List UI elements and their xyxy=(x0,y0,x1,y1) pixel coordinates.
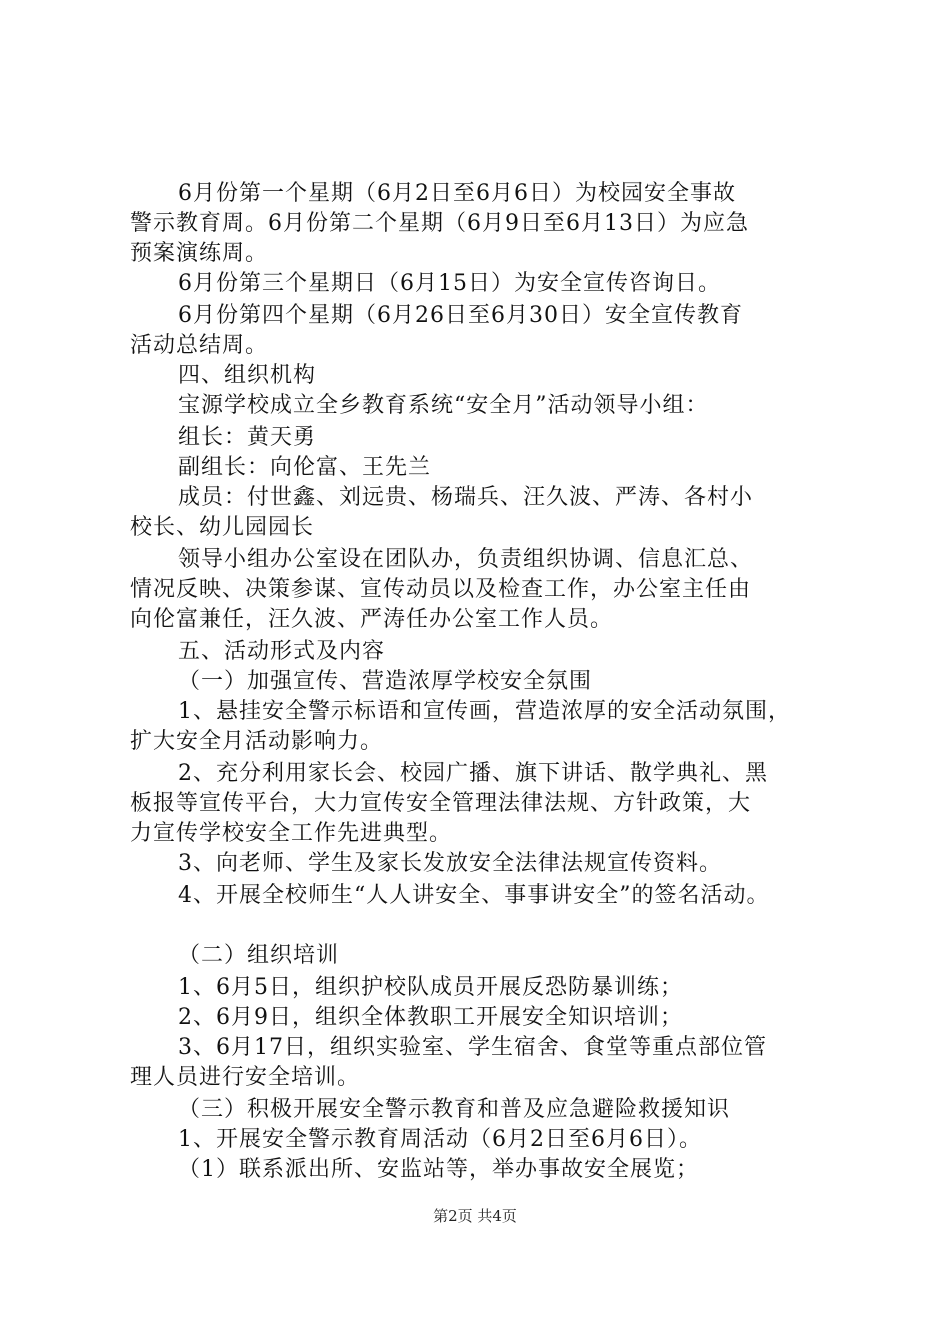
paragraph-line: 组长：黄天勇 xyxy=(178,425,317,450)
subsection-heading: （二）组织培训 xyxy=(178,943,340,968)
paragraph-line: 警示教育周。6月份第二个星期（6月9日至6月13日）为应急 xyxy=(130,211,749,236)
paragraph-line: 宝源学校成立全乡教育系统“安全月”活动领导小组： xyxy=(178,393,709,418)
paragraph-line: 6月份第四个星期（6月26日至6月30日）安全宣传教育 xyxy=(178,303,743,328)
paragraph-line: 情况反映、决策参谋、宣传动员以及检查工作，办公室主任由 xyxy=(130,577,752,602)
paragraph-line: 1、开展安全警示教育周活动（6月2日至6月6日）。 xyxy=(178,1127,702,1152)
paragraph-line: 1、悬挂安全警示标语和宣传画，营造浓厚的安全活动氛围， xyxy=(178,699,791,724)
subsection-heading: （一）加强宣传、营造浓厚学校安全氛围 xyxy=(178,669,593,694)
paragraph-line: 力宣传学校安全工作先进典型。 xyxy=(130,821,453,846)
section-heading: 五、活动形式及内容 xyxy=(178,639,386,664)
paragraph-line: 理人员进行安全培训。 xyxy=(130,1065,361,1090)
paragraph-line: 3、6月17日，组织实验室、学生宿舍、食堂等重点部位管 xyxy=(178,1035,767,1060)
paragraph-line: 2、6月9日，组织全体教职工开展安全知识培训； xyxy=(178,1005,683,1030)
page-number: 第2页 共4页 xyxy=(433,1207,517,1225)
paragraph-line: 4、开展全校师生“人人讲安全、事事讲安全”的签名活动。 xyxy=(178,883,770,908)
paragraph-line: 2、充分利用家长会、校园广播、旗下讲话、散学典礼、黑 xyxy=(178,761,768,786)
paragraph-line: 副组长：向伦富、王先兰 xyxy=(178,455,432,480)
paragraph-line: 成员：付世鑫、刘远贵、杨瑞兵、汪久波、严涛、各村小 xyxy=(178,485,754,510)
section-heading: 四、组织机构 xyxy=(178,363,317,388)
paragraph-line: 向伦富兼任，汪久波、严涛任办公室工作人员。 xyxy=(130,607,614,632)
paragraph-line: 领导小组办公室设在团队办，负责组织协调、信息汇总、 xyxy=(178,547,754,572)
subsection-heading: （三）积极开展安全警示教育和普及应急避险救援知识 xyxy=(178,1097,731,1122)
paragraph-line: 校长、幼儿园园长 xyxy=(130,515,315,540)
paragraph-line: （1）联系派出所、安监站等，举办事故安全展览； xyxy=(178,1157,699,1182)
paragraph-line: 6月份第一个星期（6月2日至6月6日）为校园安全事故 xyxy=(178,181,736,206)
paragraph-line: 预案演练周。 xyxy=(130,241,269,266)
page-footer xyxy=(0,1206,950,1226)
paragraph-line: 板报等宣传平台，大力宣传安全管理法律法规、方针政策，大 xyxy=(130,791,752,816)
paragraph-line: 扩大安全月活动影响力。 xyxy=(130,729,384,754)
paragraph-line: 活动总结周。 xyxy=(130,333,269,358)
paragraph-line: 6月份第三个星期日（6月15日）为安全宣传咨询日。 xyxy=(178,271,721,296)
paragraph-line: 3、向老师、学生及家长发放安全法律法规宣传资料。 xyxy=(178,851,722,876)
paragraph-line: 1、6月5日，组织护校队成员开展反恐防暴训练； xyxy=(178,975,683,1000)
